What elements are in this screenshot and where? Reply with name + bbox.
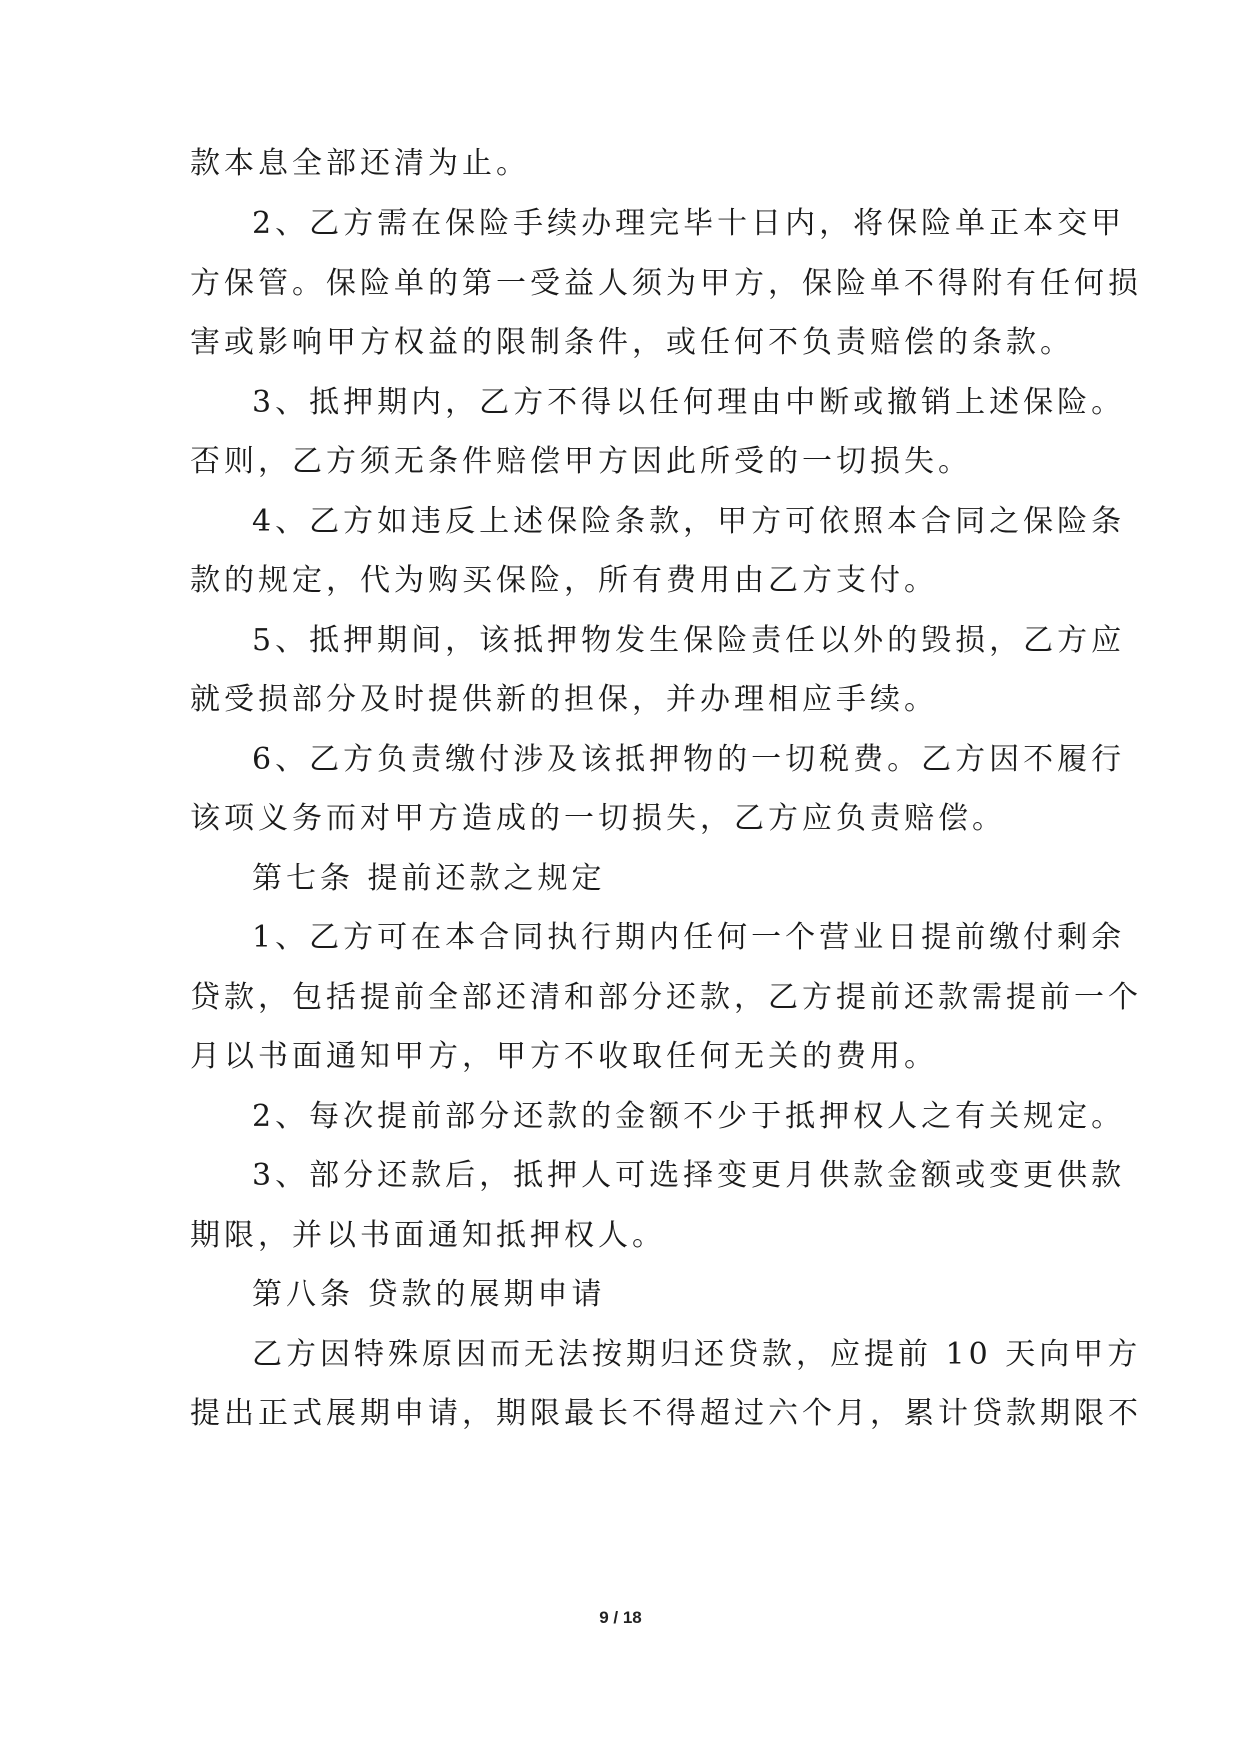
text-line: 1、乙方可在本合同执行期内任何一个营业日提前缴付剩余: [252, 920, 1126, 955]
text-line: 3、部分还款后，抵押人可选择变更月供款金额或变更供款: [252, 1158, 1126, 1193]
text-line: 4、乙方如违反上述保险条款，甲方可依照本合同之保险条: [252, 504, 1126, 539]
text-line: 否则，乙方须无条件赔偿甲方因此所受的一切损失。: [190, 444, 972, 479]
section-heading: 第八条 贷款的展期申请: [252, 1277, 606, 1312]
text-line: 提出正式展期申请，期限最长不得超过六个月，累计贷款期限不: [190, 1396, 1142, 1431]
text-line: 贷款，包括提前全部还清和部分还款，乙方提前还款需提前一个: [190, 980, 1142, 1015]
text-line: 3、抵押期内，乙方不得以任何理由中断或撤销上述保险。: [252, 385, 1126, 420]
text-line: 就受损部分及时提供新的担保，并办理相应手续。: [190, 682, 938, 717]
text-line: 5、抵押期间，该抵押物发生保险责任以外的毁损，乙方应: [252, 623, 1126, 658]
text-line: 2、乙方需在保险手续办理完毕十日内，将保险单正本交甲: [252, 206, 1126, 241]
page-number: 9 / 18: [599, 1608, 642, 1627]
section-heading: 第七条 提前还款之规定: [252, 861, 606, 896]
text-line: 害或影响甲方权益的限制条件，或任何不负责赔偿的条款。: [190, 325, 1074, 360]
text-line: 乙方因特殊原因而无法按期归还贷款，应提前 10 天向甲方: [252, 1337, 1142, 1372]
text-line: 款的规定，代为购买保险，所有费用由乙方支付。: [190, 563, 938, 598]
text-line: 2、每次提前部分还款的金额不少于抵押权人之有关规定。: [252, 1099, 1126, 1134]
text-line: 月以书面通知甲方，甲方不收取任何无关的费用。: [190, 1039, 938, 1074]
text-line: 该项义务而对甲方造成的一切损失，乙方应负责赔偿。: [190, 801, 1006, 836]
text-line: 方保管。保险单的第一受益人须为甲方，保险单不得附有任何损: [190, 266, 1142, 301]
text-line: 期限，并以书面通知抵押权人。: [190, 1218, 666, 1253]
text-line: 款本息全部还清为止。: [190, 146, 530, 181]
text-line: 6、乙方负责缴付涉及该抵押物的一切税费。乙方因不履行: [252, 742, 1126, 777]
